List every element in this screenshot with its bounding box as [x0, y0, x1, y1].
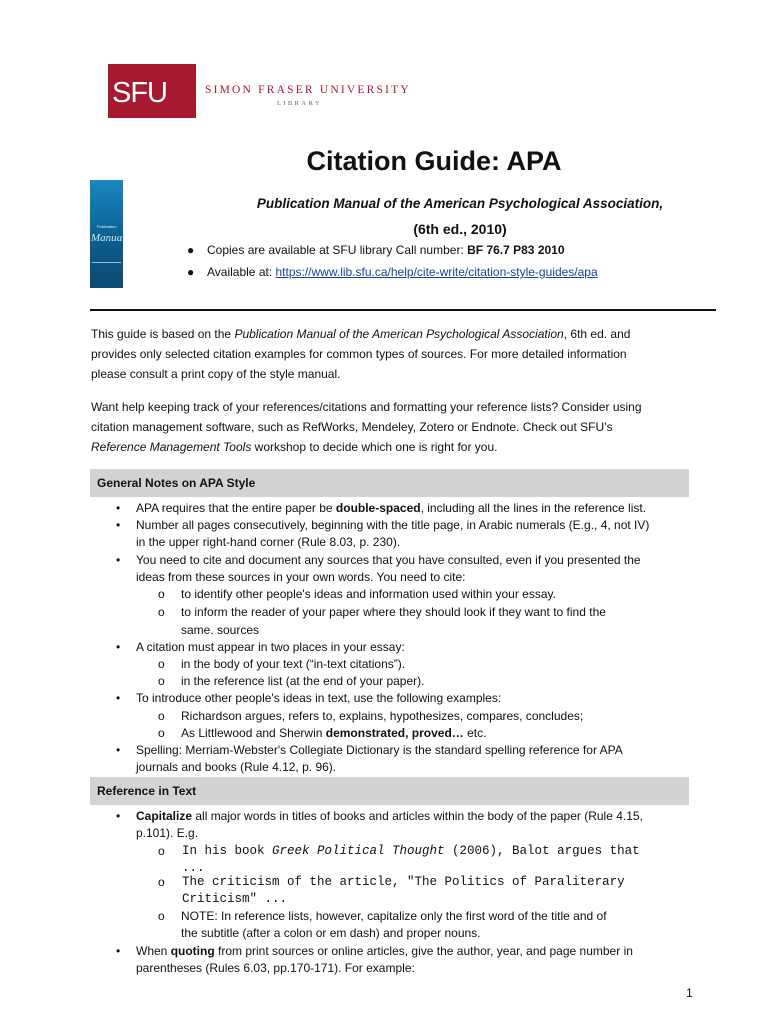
bullet-icon: ●	[187, 265, 195, 279]
cover-small-text: Publication	[97, 224, 117, 229]
manual-edition: (6th ed., 2010)	[413, 221, 507, 237]
logo-university-name: SIMON FRASER UNIVERSITY	[205, 84, 411, 96]
reference-in-text-list: • Capitalize all major words in titles of books and articles within the body of the paper (Rule 4.15, p.101). E.g. o In his book Greek Political Thought (2006), Balot argues that ... o The criticism of the article, "The Politics of Paraliterary Criticism" ... o NOTE: In reference lists, however, capitalize only the first word of the title and of the subtitle (after a colon or em dash) and proper nouns. • When quoting from print sources or online articles, give the author, year, and page number in parentheses (Rules 6.03, pp.170-171). For example:	[116, 809, 643, 975]
citation-software-paragraph: Want help keeping track of your references/citations and formatting your reference lists? Consider using citation management software, such as RefWorks, Mendeley, Zotero or Endnote. Check out SFU’s Reference Management Tools workshop to decide which one is right for you.	[91, 400, 642, 454]
general-notes-list: • APA requires that the entire paper be double-spaced, including all the lines in the reference list. • Number all pages consecutively, beginning with the title page, in Arabic numerals (E.g., 4, not IV) in the upper right-hand corner (Rule 8.03, p. 230). • You need to cite and document any sources that you have consulted, even if you presented the ideas from these sources in your own words. You need to cite: o to identify other people's ideas and information used within your essay. o to inform the reader of your paper where they should look if they want to find the same. sources • A citation must appear in two places in your essay: o in the body of your text (“in-text citations”). o in the reference list (at the end of your paper). • To introduce other people's ideas in text, use the following examples: o Richardson argues, refers to, explains, hypothesizes, compares, concludes; o As Littlewood and Sherwin demonstrated, proved… etc. • Spelling: Merriam-Webster's Collegiate Dictionary is the standard spelling reference for APA journals and books (Rule 4.12, p. 96).	[116, 501, 650, 774]
logo-library: LIBRARY	[277, 100, 322, 107]
horizontal-divider	[90, 309, 716, 311]
list-item: •	[116, 501, 121, 515]
intro-paragraph: This guide is based on the Publication Manual of the American Psychological Association, 6th ed. and provides only selected citation examples for common types of sources. For more detailed information please consult a print copy of the style manual.	[91, 327, 631, 381]
cover-title-text: Manual	[91, 232, 126, 244]
bullet-icon: ●	[187, 243, 195, 257]
section-header-general-notes: General Notes on APA Style	[90, 469, 689, 497]
manual-subtitle: Publication Manual of the American Psychological Association,	[256, 196, 664, 211]
logo-abbr: SFU	[112, 77, 167, 109]
page-title: Citation Guide: APA	[306, 146, 562, 176]
apa-guide-link[interactable]: https://www.lib.sfu.ca/help/cite-write/citation-style-guides/apa	[275, 265, 598, 279]
page-number: 1	[686, 986, 693, 1000]
cover-divider	[92, 262, 121, 263]
list-item: •	[116, 809, 121, 823]
section-header-reference-in-text: Reference in Text	[90, 777, 689, 805]
